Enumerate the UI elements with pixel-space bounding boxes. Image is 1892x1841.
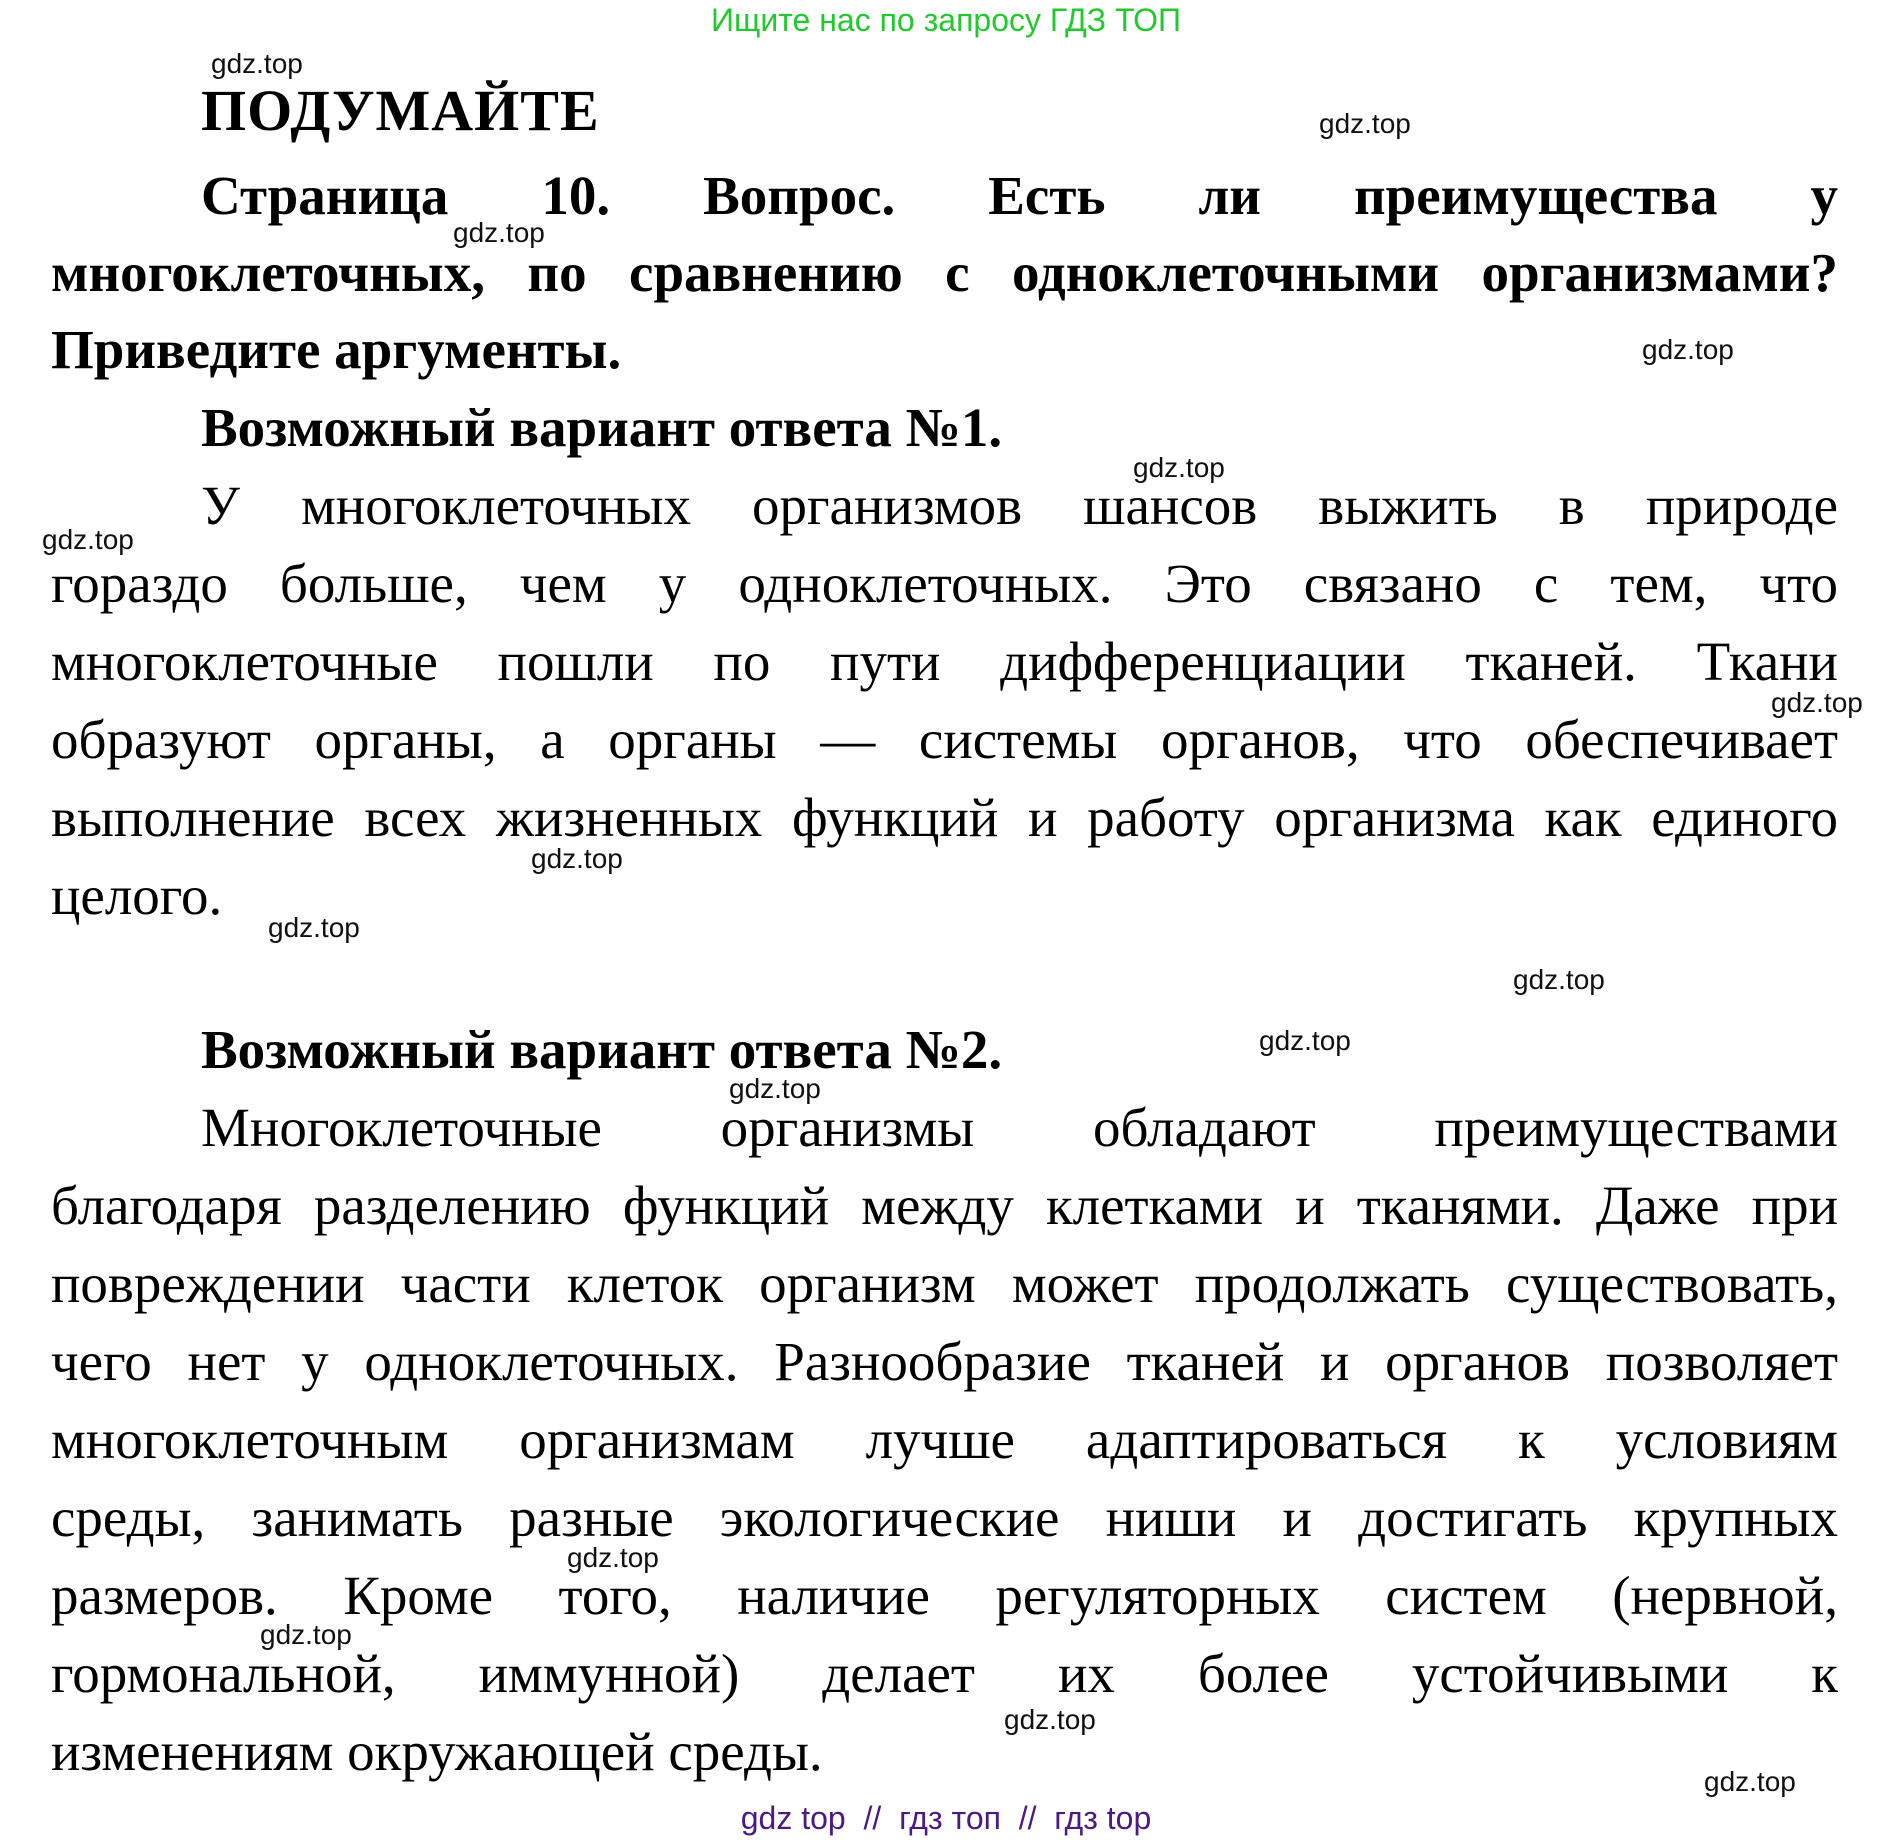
answer1-line: образуют органы, а органы — системы органов, что обеспечивает [51,709,1838,770]
watermark: gdz.top [531,843,623,874]
answer2-line: среды, занимать разные экологические ниши и достигать крупных [51,1487,1838,1548]
answer2-line: гормональной, иммунной) делает их более устойчивыми к [51,1643,1838,1704]
answer2-line: повреждении части клеток организм может продолжать существовать, [51,1253,1838,1314]
watermark: gdz.top [729,1073,821,1104]
watermark: gdz.top [260,1619,352,1650]
answer2-line: размеров. Кроме того, наличие регуляторных систем (нервной, [51,1565,1838,1626]
watermark: gdz.top [1004,1704,1096,1735]
answer2-line: многоклеточным организмам лучше адаптироваться к условиям [51,1409,1838,1470]
answer1-line: целого. [51,865,223,926]
watermark: gdz.top [453,217,545,248]
watermark: gdz.top [1513,964,1605,995]
answer1-line: многоклеточные пошли по пути дифференциации тканей. Ткани [51,631,1838,692]
watermark: gdz.top [1319,108,1411,139]
answer2-line: чего нет у одноклеточных. Разнообразие тканей и органов позволяет [51,1331,1838,1392]
question-line: Приведите аргументы. [51,319,622,380]
watermark: gdz.top [1771,687,1863,718]
watermark: gdz.top [268,912,360,943]
answer1-heading: Возможный вариант ответа №1. [201,397,1003,458]
answer2-line: Многоклеточные организмы обладают преимуществами [201,1097,1838,1158]
answer2-heading: Возможный вариант ответа №2. [201,1019,1003,1080]
answer1-line: гораздо больше, чем у одноклеточных. Это связано с тем, что [51,553,1838,614]
answer2-line: изменениям окружающей среды. [51,1721,823,1782]
answer1-line: У многоклеточных организмов шансов выжить в природе [201,475,1838,536]
search-banner: Ищите нас по запросу ГДЗ ТОП [711,2,1181,38]
watermark: gdz.top [567,1542,659,1573]
answer1-line: выполнение всех жизненных функций и работу организма как единого [51,787,1838,848]
watermark: gdz.top [1133,452,1225,483]
watermark: gdz.top [211,48,303,79]
page-title: ПОДУМАЙТЕ [201,78,600,143]
question-line: Страница 10. Вопрос. Есть ли преимущества у [201,165,1838,226]
watermark: gdz.top [1704,1766,1796,1797]
watermark: gdz.top [1642,334,1734,365]
question-line: многоклеточных, по сравнению с одноклеточными организмами? [51,242,1838,303]
answer2-line: благодаря разделению функций между клетками и тканями. Даже при [51,1175,1838,1236]
footer-watermark: gdz top // гдз топ // гдз top [740,1800,1152,1836]
watermark: gdz.top [1259,1025,1351,1056]
watermark: gdz.top [42,524,134,555]
